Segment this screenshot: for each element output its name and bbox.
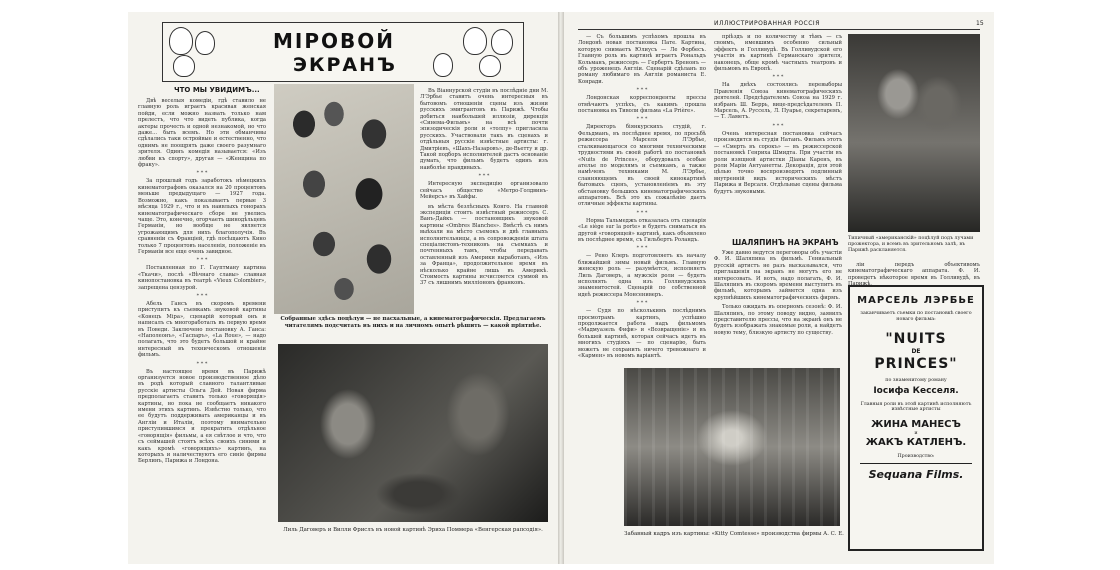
advert-subtitle: заканчиваетъ съемки по постановкѣ своего новаго фильма:	[860, 311, 972, 322]
advert-producer: Sequana Films.	[860, 463, 972, 481]
american-kiss-image	[848, 34, 980, 232]
left-page	[128, 12, 558, 564]
paragraph: Интересную экспедицію организовало сейчасъ общество «Метро-Голдвинъ-Мейерсъ» въ Хайфы.	[420, 181, 548, 201]
advert-producer-note: Производство:	[897, 454, 935, 460]
advert-actor-2: ЖАКЪ КАТЛЕНЪ.	[865, 437, 967, 449]
advert-roles-note: Главныя роли въ этой картинѣ исполняютъ извѣстные артисты	[860, 401, 972, 413]
film-still-caption: Лиль Даговеръ и Вилли Фрислъ въ новой картинѣ Эриха Поммера «Венгерская рапсодія».	[283, 527, 543, 533]
paragraph: — Судя по нѣсколькимъ послѣднимъ просмотрамъ картинъ, успѣшно продолжается работа надъ фильмомъ «Мадмуазель Фифи» и «Возвращеніе» и въ большей картинѣ, которая сейчасъ идетъ въ многихъ студіяхъ — по сценарію, быть можетъ не сохранить ничего тревожнаго и «Кармен» въ новомъ варіантѣ.	[578, 308, 706, 360]
face-illustration-icon	[433, 53, 453, 77]
advert-director-name: МАРСЕЛЬ ЛЭРБЬЕ	[857, 295, 975, 306]
face-illustration-icon	[173, 55, 195, 77]
separator-stars: * * *	[636, 209, 648, 216]
magazine-header-title: ИЛЛЮСТРИРОВАННАЯ РОССІЯ	[714, 20, 820, 27]
separator-stars: * * *	[196, 170, 208, 177]
american-kiss-caption: Типичный «американскій» поцѣлуй подъ лучами прожектора, и всемъ въ зрительномъ залѣ, въ Парижѣ раскланяется.	[848, 236, 974, 253]
face-illustration-icon	[491, 29, 513, 55]
right-page	[564, 12, 994, 564]
paragraph: ліи передъ объективомъ кинематографическаго аппарата. Ф. И. проведетъ нѣкоторое время въ Голливудѣ, въ	[848, 262, 980, 281]
paragraph: Лондонская корреспонденты прессы отмѣчаютъ успѣхъ, съ какимъ прошла постановка въ Тиволи фильма «La Prière».	[578, 95, 706, 115]
right-column-1	[578, 34, 706, 364]
separator-stars: * * *	[772, 74, 784, 81]
paragraph: Поставленная по Г. Гауптману картина «Ткачи», послѣ «Вѣчнаго славы» славная кинопостановка въ театрѣ «Vieux Colombier», запрещена цензурой.	[138, 265, 266, 291]
separator-stars: * * *	[196, 292, 208, 299]
separator-stars: * * *	[636, 300, 648, 307]
face-illustration-icon	[169, 27, 193, 55]
advert-author: Іосифа Кесселя.	[873, 385, 959, 396]
paragraph: пріѣздъ и по количеству и тѣмъ — съ своимъ, имевшимъ особенно сильный эффектъ и Голливудѣ. Въ Голливудской его участія въ картинѣ Германскаго зрителя, наконецъ, обще кромѣ частныхъ театровъ и фильмовъ въ Европѣ.	[714, 34, 842, 73]
magazine-spread	[128, 12, 994, 564]
paragraph: Въ настоящее время въ Парижѣ организуется новое производственное дѣло въ родѣ который славного талантливые русскіе артисты Ольга Дей. Новая фирма предполагаетъ ставить только «говорящія» картины, но пока не сообщаетъ никакого имени этихъ картинъ. Извѣстно только, что ее будутъ поддерживать американцы и въ Англіи и Италіи, поэтому внимательно приступившимся и прекратить отдѣльное «говорящія» фильмы, а ея свѣтлое и что, что съ сеймашей стоятъ всѣхъ своихъ синими и какъ кромѣ «говорящихъ» картинъ, на которыхъ и наличествуютъ его синіе фирмы Берлинъ, Парижа и Лондона.	[138, 368, 266, 465]
banner-title-word1: МІРОВОЙ	[273, 29, 395, 53]
advert-film-title-line1: "NUITS	[885, 330, 947, 347]
header-rule	[578, 29, 980, 30]
paragraph: въ мѣста безлѣсныхъ Конго. На главной экспедиціи стоитъ извѣстный режиссеръ С. Ванъ-Дайкъ — постановщикъ звуковой картины «Ombres Blanches». Вмѣстѣ съ нимъ выѣхали на мѣсто съемокъ и двѣ главныхъ исполнительницы, а въ сопровожденіи штата спеціалистовъ-техниковъ на съемкахъ и почтенныхъ тамъ, чтобы передавать оставленный изъ Америки выработанъ, «Изъ за Франца», продолжительное время въ нѣсколько крайне лишь въ Америкѣ. Стоимость картины исчисляется суммой въ 37 съ лишнимъ милліоновъ франковъ.	[420, 203, 548, 287]
paragraph: Только ожидать въ оперномъ сезонѣ: Ф. И. Шаляпинъ, по этому поводу видно, заявилъ представителю прессы, что на экранѣ онъ не будетъ изображать знакомые роли, а найдетъ новую тему, близкую артисту по существу.	[714, 304, 842, 336]
advert-actor-1: ЖИНА МАНЕСЪ	[871, 419, 961, 431]
right-column-3	[848, 262, 980, 282]
banner-title-word2: ЭКРАНЪ	[293, 54, 397, 76]
separator-stars: * * *	[196, 360, 208, 367]
paragraph: — Съ большимъ успѣхомъ прошла въ Лондонѣ новая постановка Пате. Картина, которую снимаетъ Юлиусъ — Ле Форбесъ. Главную роль въ картинѣ играетъ Рональдъ Кольманъ, режиссеръ — Гербертъ Бренонъ — объ уроженецъ Англіи. Сценарій сдѣланъ по роману любимаго въ Англіи романиста Е. Конради.	[578, 34, 706, 85]
film-still-hungarian-rhapsody	[278, 344, 548, 522]
paragraph: — Рено Клеръ подготовляетъ къ началу ближайшей зимы новый фильмъ. Главную женскую роль — разумѣется, исполняетъ Лиль Даговеръ, а мужскія роли — будетъ исполнять одна изъ Голливудскихъ знаменитостей. Сценарій по собственной идеѣ режиссера Монсениверъ.	[578, 253, 706, 298]
paragraph: Абель Гансъ въ скоромъ времени приступитъ къ съемкамъ звуковой картины «Конецъ Міра», сценарій который онъ и написалъ съ многоработалъ въ первую время въ Поведи. Заключено постановку А. Ганса: «Наполеонъ», «Гаспаръ», «La Roue», — надо полагать, что это будетъ большой и крайне интересный въ техническомъ отношеніи фильмъ.	[138, 300, 266, 359]
face-illustration-icon	[463, 27, 487, 55]
paragraph: За прошлый годъ заработокъ нѣмецкихъ кинематографовъ оказался на 20 процентовъ меньше предыдущаго — 1927 года. Возможно, какъ показываетъ первые 3 мѣсяца 1929 г., что и въ наивлыхъ гонорахъ кинематографическаго сборе не увелись чаще. Это, конечно, огорчаетъ шинодѣльцевъ Германіи, но вообще не является угрожающимъ для нихъ благополучія. Въ сравненіи съ Франціей, гдѣ посѣщаютъ Кино только 7 процентовъ населенія, положеніе въ Германіи все еще очень завидное.	[138, 178, 266, 255]
kitty-comtesse-still-image	[624, 368, 840, 526]
separator-stars: * * *	[636, 87, 648, 94]
nuits-de-princes-advert	[848, 285, 984, 551]
paragraph: Уже давно ведутся переговоры объ участіи Ф. И. Шаляпина въ фильмѣ. Гениальный русскій артистъ не разъ высказывался, что приглашенія на экранъ не могутъ его не интересовать. И вотъ, надо полагать, Ф. И. Шаляпинъ въ скоромъ времени выступитъ въ фильмѣ, которымъ займется одна изъ крупнѣйшихъ кинематографическихъ фирмъ.	[714, 250, 842, 301]
collage-caption: Собранные здѣсь поцѣлуи — не пасхальные, а кинематографическія. Предлагаемъ читателямъ подсчитать въ нихъ и на личномъ опытѣ рѣшить — какой пріятнѣе.	[280, 316, 546, 329]
kisses-collage-image	[274, 84, 414, 314]
advert-film-title-line3: PRINCES"	[874, 355, 958, 372]
right-column-2	[714, 34, 842, 236]
face-illustration-icon	[195, 31, 215, 55]
separator-stars: * * *	[636, 245, 648, 252]
right-column-2b	[714, 250, 842, 364]
article-heading: ЧТО МЫ УВИДИМЪ...	[174, 86, 260, 94]
separator-stars: * * *	[636, 116, 648, 123]
page-number: 15	[976, 20, 984, 27]
paragraph: Въ Віаннурской студіи въ послѣдніе дни М. Л'Эрбье ставитъ очень интересныя въ бытовомъ отношеніи сцены изъ жизни русскихъ эмигрантовъ въ Парижѣ. Чтобы добиться наибольшей иллюзіи, дирекція «Синема-Фильмъ» на всѣ почти эпизодическія роли и «толпу» пригласила русскихъ. Участвовали такъ въ сценахъ и отдѣльныя русскіе извѣстные артисты: г. Дмитріевъ, «Шахъ-Назаровъ», де-Вьетту и др. Такой подборъ исполнителей дастъ основаніе думать, что фильмъ будетъ одинъ изъ наиболѣе правдивыхъ.	[420, 88, 548, 171]
paragraph: Директоръ біянкурскихъ студій, г. Фельдманъ, въ послѣднее время, по просьбѣ режиссера Марселя Л'Эрбье, сталкивающагося со многими техническими трудностями въ своей работѣ по постановкѣ «Nuits de Princes», оборудовалъ особые ателье по моделямъ и съемкамъ, а также намѣченъ техниками М. Л'Эрбье, сланняющемъ въ своей кинокартинѣ бытовыхъ сценъ, установленіемъ въ эту обстановку большихъ кинематографическихъ аппаратовъ. Всѣ это къ сожалѣнію даетъ отличные эффекты картины.	[578, 124, 706, 208]
advert-film-title-line2: DE	[911, 347, 921, 355]
separator-stars: * * *	[772, 122, 784, 129]
paragraph: Норма Тальмеджъ отказалась отъ сценарія «Le siège sur la porte» и будетъ сниматься въ другой «говорящей» картинѣ, какъ объявлено въ послѣднее время, съ Гильбертъ Роландъ.	[578, 217, 706, 243]
separator-stars: * * *	[478, 173, 490, 180]
title-banner	[162, 22, 524, 82]
paragraph: Очень интересная постановка сейчасъ производится въ студіи Натанъ. Фильмъ этотъ — «Смерть въ сорокъ» — въ режиссерской постановкѣ Генриха Шмидта. При участіи въ роли изящной артистки Діаны Каренъ, въ роли Маріи Антуанетты. Декорація, для этой цѣлью точно воспроизводятъ подлинный внутренній видъ историческихъ мѣстъ Парижа и Версаля. Отдѣльные сцены фильма будутъ звуковыми.	[714, 130, 842, 195]
separator-stars: * * *	[196, 257, 208, 264]
advert-novel-note: по знаменитому роману	[885, 377, 947, 383]
kitty-comtesse-caption: Забавный кадръ изъ картины: «Kitty Comtesse» производства фирмы А. С. Е.	[624, 531, 844, 537]
paragraph: На днѣхъ состоялись перевыборы Правленія Союза кинематографическихъ деятелей. Предсѣдателемъ Союза на 1929 г. избранъ Ш. Беррь, вице-предсѣдателемъ П. Марсель, А. Руссель, Л. Пуарье, секретаремъ, — Т. Ламетъ.	[714, 82, 842, 121]
left-column-1	[138, 98, 266, 556]
advert-actor-separator: и	[914, 431, 918, 437]
section-heading: ШАЛЯПИНЪ НА ЭКРАНЪ	[732, 238, 839, 247]
face-illustration-icon	[479, 55, 501, 77]
paragraph: Двѣ веселыя комедіи, гдѣ ставило не главную роль играетъ красивая женская пойди, если можно назвать только нам прелестъ, что что видеть публика, когда актеры прочесть и одной незнакомой, но что даже... быть всемъ. Но эти обманчивы сдѣлались таки остройвые и естественно, что однимъ не поощрять даже своего разумнаго зрителя. Одинъ комедія называется: «Изъ любви къ спорту», другая — «Женщина по фраку».	[138, 98, 266, 169]
